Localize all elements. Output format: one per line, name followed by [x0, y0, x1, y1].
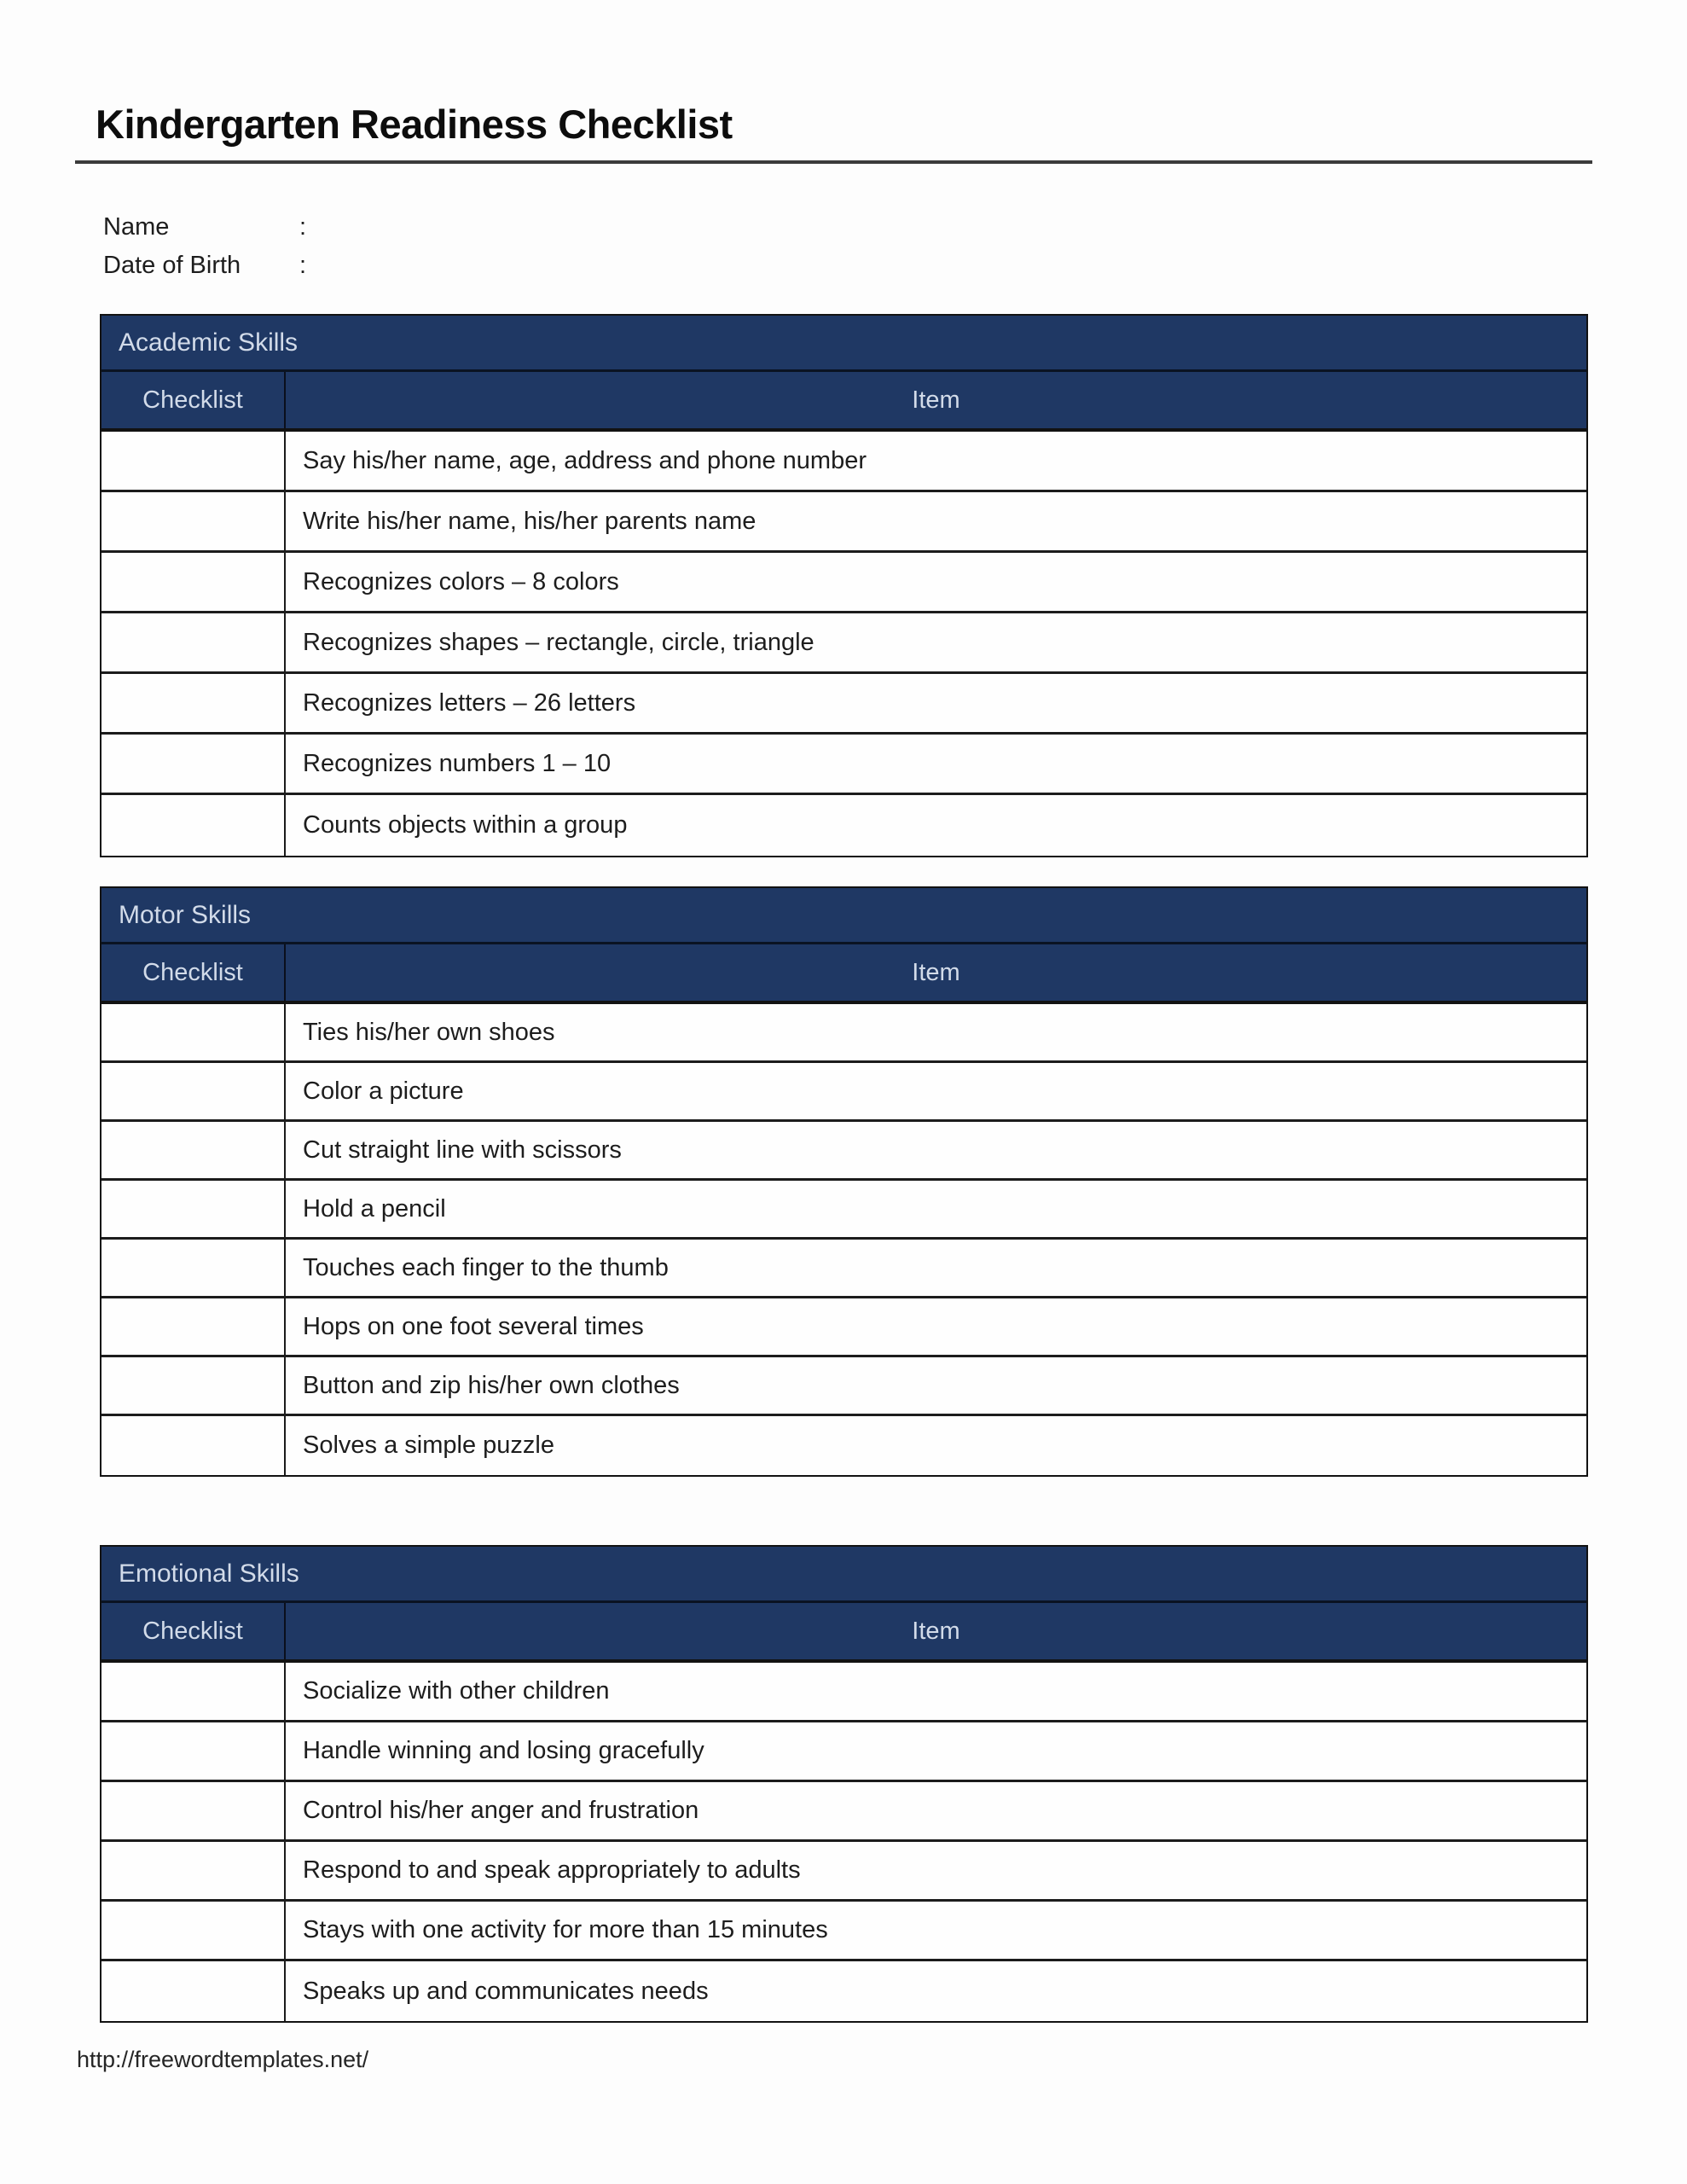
- checkbox-cell[interactable]: [101, 1240, 286, 1296]
- table-row: [101, 1063, 1586, 1122]
- checkbox-cell[interactable]: [101, 735, 286, 793]
- table-row: [101, 1961, 1586, 2021]
- checkbox-cell[interactable]: [101, 1902, 286, 1959]
- name-value[interactable]: [325, 208, 1687, 247]
- section-title-banner: Emotional Skills: [101, 1547, 1586, 1603]
- item-column-header: Item: [912, 1617, 960, 1645]
- table-row: [101, 1298, 1586, 1357]
- checkbox-cell[interactable]: [101, 1181, 286, 1237]
- item-label: Say his/her name, age, address and phone number: [303, 446, 867, 474]
- checkbox-cell[interactable]: [101, 1004, 286, 1060]
- table-body: [101, 432, 1586, 856]
- table-row: [101, 1722, 1586, 1782]
- table-row: [101, 613, 1586, 674]
- page-title: Kindergarten Readiness Checklist: [96, 102, 733, 147]
- item-label: Solves a simple puzzle: [303, 1432, 554, 1460]
- checkbox-cell[interactable]: [101, 1961, 286, 2021]
- item-label: Hops on one foot several times: [303, 1312, 644, 1340]
- checkbox-cell[interactable]: [101, 432, 286, 490]
- item-label: Recognizes shapes – rectangle, circle, triangle: [303, 628, 815, 656]
- title-underline: [75, 160, 1592, 164]
- table-row: [101, 674, 1586, 735]
- dob-colon: :: [299, 252, 307, 280]
- checkbox-cell[interactable]: [101, 553, 286, 611]
- table-row: [101, 492, 1586, 553]
- item-label: Speaks up and communicates needs: [303, 1977, 709, 2005]
- column-header-row: [101, 944, 1586, 1004]
- item-label: Recognizes letters – 26 letters: [303, 688, 636, 717]
- checkbox-cell[interactable]: [101, 492, 286, 550]
- table-row: [101, 432, 1586, 492]
- academic-skills-section: [100, 314, 1588, 857]
- item-label: Stays with one activity for more than 15 minutes: [303, 1916, 828, 1944]
- item-label: Control his/her anger and frustration: [303, 1797, 699, 1825]
- table-row: [101, 1842, 1586, 1902]
- table-row: [101, 1122, 1586, 1181]
- table-row: [101, 795, 1586, 856]
- checkbox-cell[interactable]: [101, 795, 286, 856]
- item-label: Hold a pencil: [303, 1194, 446, 1223]
- checklist-column-header: Checklist: [101, 1603, 286, 1659]
- table-row: [101, 1416, 1586, 1475]
- name-label: Name: [103, 213, 170, 241]
- item-label: Ties his/her own shoes: [303, 1018, 555, 1046]
- dob-label: Date of Birth: [103, 252, 241, 280]
- checkbox-cell[interactable]: [101, 1782, 286, 1839]
- name-colon: :: [299, 213, 307, 241]
- footer-url[interactable]: http://freewordtemplates.net/: [77, 2047, 369, 2073]
- table-row: [101, 1782, 1586, 1842]
- dob-value[interactable]: [325, 247, 1687, 285]
- table-row: [101, 1004, 1586, 1063]
- checkbox-cell[interactable]: [101, 1122, 286, 1178]
- item-label: Cut straight line with scissors: [303, 1136, 622, 1164]
- item-column-header: Item: [912, 386, 960, 414]
- table-row: [101, 1240, 1586, 1298]
- item-label: Respond to and speak appropriately to adults: [303, 1856, 801, 1885]
- checkbox-cell[interactable]: [101, 1357, 286, 1414]
- item-label: Button and zip his/her own clothes: [303, 1371, 680, 1399]
- checkbox-cell[interactable]: [101, 1722, 286, 1780]
- emotional-skills-section: [100, 1545, 1588, 2023]
- item-label: Recognizes colors – 8 colors: [303, 567, 619, 595]
- item-label: Handle winning and losing gracefully: [303, 1737, 704, 1765]
- table-row: [101, 1902, 1586, 1961]
- checkbox-cell[interactable]: [101, 1063, 286, 1119]
- checkbox-cell[interactable]: [101, 613, 286, 671]
- name-field-row: [103, 208, 1687, 247]
- item-label: Socialize with other children: [303, 1677, 610, 1705]
- item-label: Write his/her name, his/her parents name: [303, 507, 757, 535]
- motor-skills-section: [100, 886, 1588, 1477]
- table-row: [101, 553, 1586, 613]
- dob-field-row: [103, 247, 1687, 285]
- column-header-row: [101, 372, 1586, 432]
- item-label: Counts objects within a group: [303, 811, 628, 839]
- checkbox-cell[interactable]: [101, 674, 286, 732]
- checklist-column-header: Checklist: [101, 372, 286, 428]
- checkbox-cell[interactable]: [101, 1298, 286, 1355]
- checkbox-cell[interactable]: [101, 1663, 286, 1720]
- table-row: [101, 1181, 1586, 1240]
- item-column-header: Item: [912, 958, 960, 986]
- checkbox-cell[interactable]: [101, 1842, 286, 1899]
- column-header-row: [101, 1603, 1586, 1663]
- checklist-column-header: Checklist: [101, 944, 286, 1001]
- table-body: [101, 1004, 1586, 1475]
- student-info: [103, 208, 1687, 285]
- table-row: [101, 1663, 1586, 1722]
- section-title-banner: Motor Skills: [101, 888, 1586, 944]
- table-body: [101, 1663, 1586, 2021]
- item-label: Touches each finger to the thumb: [303, 1253, 669, 1281]
- item-label: Color a picture: [303, 1077, 464, 1105]
- section-title-banner: Academic Skills: [101, 316, 1586, 372]
- checkbox-cell[interactable]: [101, 1416, 286, 1475]
- table-row: [101, 735, 1586, 795]
- item-label: Recognizes numbers 1 – 10: [303, 749, 612, 777]
- table-row: [101, 1357, 1586, 1416]
